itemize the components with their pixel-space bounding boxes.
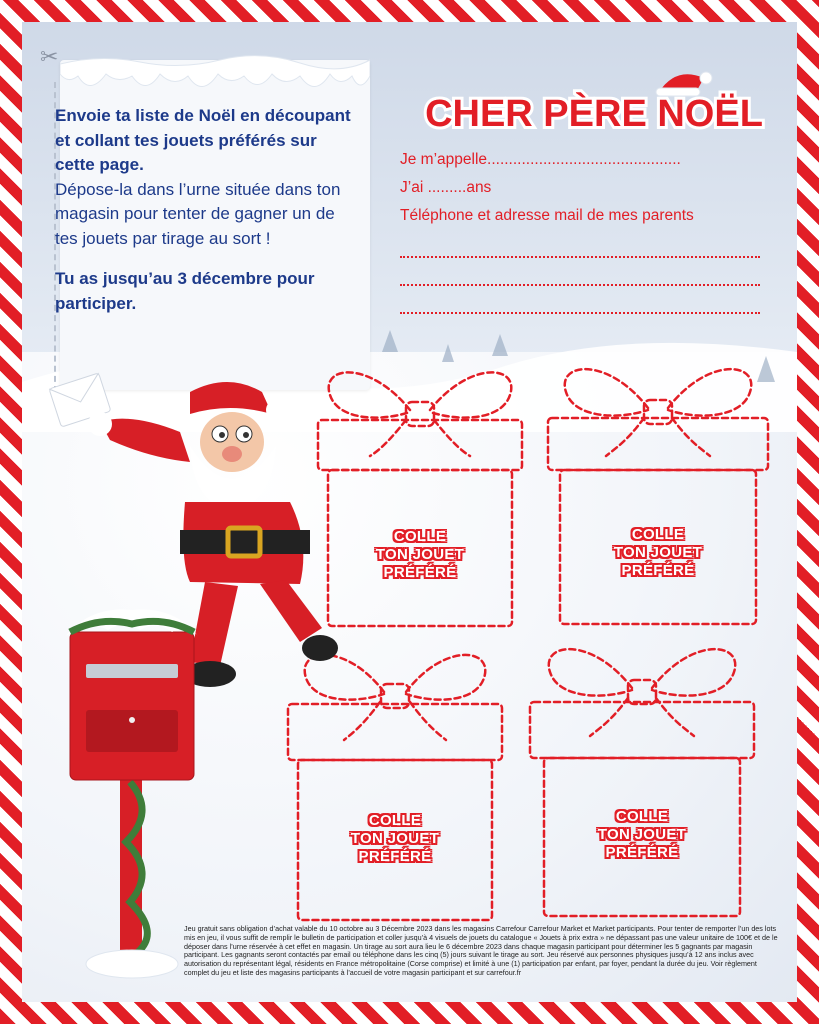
gift-label-line: TON JOUET — [375, 546, 465, 563]
gift-box-4[interactable] — [526, 630, 758, 920]
intro-text — [55, 104, 355, 316]
gift-box-2[interactable] — [542, 348, 774, 628]
page-title — [414, 64, 774, 144]
scissors-icon: ✂ — [40, 44, 59, 69]
gift-label-line: COLLE — [393, 528, 447, 545]
gift-label-line: TON JOUET — [597, 826, 687, 843]
gift-label-3 — [284, 812, 506, 866]
gift-label-1 — [310, 528, 530, 582]
snow-cap — [60, 54, 370, 100]
gift-label-line: PRÉFÉRÉ — [605, 844, 679, 861]
gift-outline-1 — [310, 350, 530, 630]
deadline-text: Tu as jusqu’au 3 décembre pour participer. — [55, 269, 315, 313]
gift-label-line: TON JOUET — [350, 830, 440, 847]
gift-label-line: PRÉFÉRÉ — [621, 562, 695, 579]
gift-label-line: COLLE — [631, 526, 685, 543]
gift-outline-2 — [542, 348, 774, 628]
intro-regular-text: Dépose-la dans l’urne située dans ton magasin pour tenter de gagner un de tes jouets par tirage au sort ! — [55, 179, 341, 248]
page-title-text: CHER PÈRE NOËL — [425, 93, 763, 135]
intro-bold-text: Envoie ta liste de Noël en découpant et collant tes jouets préférés sur cette page. — [55, 106, 351, 174]
contact-line-1[interactable] — [400, 230, 760, 258]
name-field[interactable]: Je m’appelle............................................. — [400, 151, 681, 168]
contact-label: Téléphone et adresse mail de mes parents — [400, 207, 694, 224]
letter-background — [22, 22, 797, 1002]
gift-label-line: COLLE — [368, 812, 422, 829]
contact-form — [400, 146, 780, 314]
gift-box-1[interactable] — [310, 350, 530, 630]
gift-label-line: PRÉFÉRÉ — [358, 848, 432, 865]
contact-line-2[interactable] — [400, 258, 760, 286]
age-field[interactable]: J’ai .........ans — [400, 179, 492, 196]
gift-label-line: PRÉFÉRÉ — [383, 564, 457, 581]
gift-label-line: TON JOUET — [613, 544, 703, 561]
legal-fine-print: Jeu gratuit sans obligation d’achat valable du 10 octobre au 3 Décembre 2023 dans les magasins Carrefour Carrefour Market et Market participants. Pour tenter de remporter l’un des lots mis en jeu, il vous suffit de remplir le bulletin de participation et coller jusqu’à 4 visuels de jouets du catalogue « Jouets à prix extra » ne dépassant pas une valeur unitaire de 100€ et de le déposer dans l’urne réservée à cet effet en magasin. Un tirage au sort aura lieu le 6 décembre 2023 dans chaque magasin participant pour déterminer les 5 gagnants par magasin participant. Les gagnants seront contactés par email ou téléphone dans les cinq (5) jours suivant le tirage au sort. Jeu réservé aux personnes physiques jusqu’à 12 ans inclus avec autorisation du représentant légal, résidents en France métropolitaine (Corse comprise) et limité à une (1) participation par enfant, par foyer, pendant la durée du jeu. Voir règlement complet du jeu et liste des magasins participants à l’accueil de votre magasin participant et sur carrefour.fr — [184, 924, 778, 977]
gift-label-4 — [526, 808, 758, 862]
gift-outline-4 — [526, 630, 758, 920]
contact-line-3[interactable] — [400, 286, 760, 314]
gift-label-line: COLLE — [615, 808, 669, 825]
gift-label-2 — [542, 526, 774, 580]
